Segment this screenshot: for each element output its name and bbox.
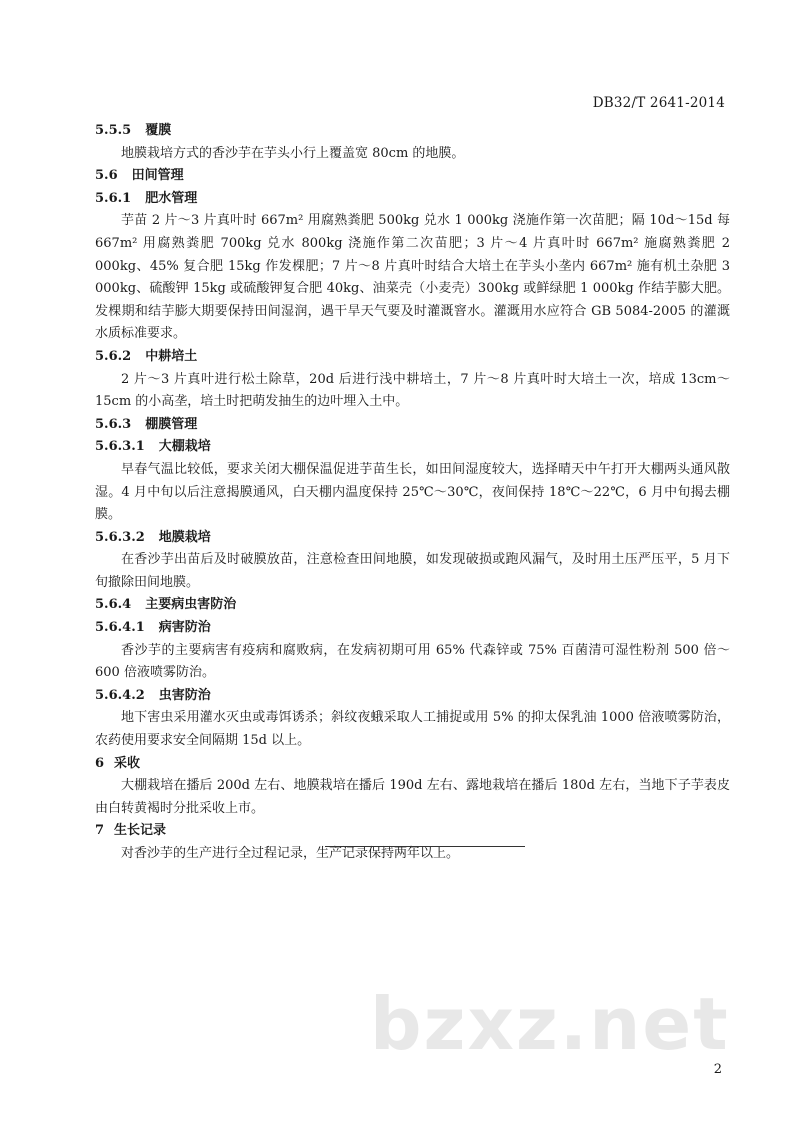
page-number: 2 [713,1062,722,1077]
section-number: 5.6.2 [95,348,132,364]
section-title: 主要病虫害防治 [145,597,237,613]
section-title: 覆膜 [145,123,172,138]
section-title: 大棚栽培 [158,439,211,455]
section-heading [95,753,730,776]
section-title: 病害防治 [158,620,211,636]
section-number: 5.6.4 [95,597,132,613]
section-number: 6 [95,755,105,771]
section-title: 田间管理 [131,168,184,184]
section-title: 肥水管理 [145,190,198,206]
paragraph: 地膜栽培方式的香沙芋在芋头小行上覆盖宽 80cm 的地膜。 [121,145,465,161]
section-title: 中耕培土 [145,348,198,364]
paragraph: 大棚栽培在播后 200d 左右、地膜栽培在播后 190d 左右、露地栽培在播后 180d 左右，当地下子芋表皮由白转黄褐时分批采收上市。 [95,778,730,816]
paragraph: 芋苗 2 片～3 片真叶时 667m² 用腐熟粪肥 500kg 兑水 1 000kg 浇施作第一次苗肥；隔 10d～15d 每 667m² 用腐熟粪肥 700kg 兑水 800kg 浇施作第二次苗肥；3 片～4 片真叶时 667m² 施腐熟粪肥 2 000kg、45% 复合肥 15kg 作发棵肥；7 片～8 片真叶时结合大培土在芋头小垄内 667m² 施有机土杂肥 3 000kg、硫酸钾 15kg 或硫酸钾复合肥 40kg、油菜壳（小麦壳）300kg 或鲜绿肥 1 000kg 作结芋膨大肥。发棵期和结芋膨大期要保持田间湿润，遇干旱天气要及时灌溉窨水。灌溉用水应符合 GB 5084-2005 的灌溉水质标准要求。 [95,213,730,342]
paragraph: 地下害虫采用灌水灭虫或毒饵诱杀；斜纹夜蛾采取人工捕捉或用 5% 的抑太保乳油 1000 倍液喷雾防治，农药使用要求安全间隔期 15d 以上。 [95,710,730,749]
section-number: 5.6.3.2 [95,529,145,545]
section-number: 5.6.3 [95,416,132,432]
section-title: 棚膜管理 [145,416,198,432]
paragraph: 香沙芋的主要病害有疫病和腐败病，在发病初期可用 65% 代森锌或 75% 百菌清可湿性粉剂 500 倍～600 倍液喷雾防治。 [95,642,730,681]
section-number: 5.6 [95,168,118,184]
section-number: 5.5.5 [95,123,132,138]
section-title: 生长记录 [114,823,167,839]
section-number: 5.6.3.1 [95,439,145,455]
section-heading [95,346,730,369]
end-rule [325,846,525,847]
document-code: DB32/T 2641-2014 [592,95,725,111]
paragraph: 在香沙芋出苗后及时破膜放苗，注意检查田间地膜，如发现破损或跑风漏气，及时用土压严压平，5 月下旬撤除田间地膜。 [95,552,730,590]
section-number: 7 [95,823,105,839]
section-heading [95,617,730,640]
document-body [95,120,730,866]
section-heading [95,120,730,143]
section-number: 5.6.4.2 [95,687,145,703]
section-heading [95,820,730,843]
section-heading [95,685,730,708]
paragraph: 2 片～3 片真叶进行松土除草，20d 后进行浅中耕培土，7 片～8 片真叶时大培土一次，培成 13cm～15cm 的小高垄，培土时把萌发抽生的边叶埋入土中。 [95,371,730,410]
paragraph: 早春气温比较低，要求关闭大棚保温促进芋苗生长，如田间湿度较大，选择晴天中午打开大棚两头通风散湿。4 月中旬以后注意揭膜通风，白天棚内温度保持 25℃～30℃，夜间保持 18℃～22℃，6 月中旬揭去棚膜。 [95,461,730,523]
section-heading [95,414,730,437]
section-title: 地膜栽培 [158,529,211,545]
section-title: 采收 [114,755,141,771]
section-heading [95,527,730,550]
watermark-logo: bzxz.net [370,982,730,1066]
section-number: 5.6.4.1 [95,620,145,636]
paragraph: 对香沙芋的生产进行全过程记录，生产记录保持两年以上。 [121,846,460,861]
section-number: 5.6.1 [95,190,132,206]
section-heading [95,188,730,211]
section-heading [95,594,730,617]
section-heading [95,436,730,459]
section-title: 虫害防治 [158,687,211,703]
section-heading [95,165,730,188]
